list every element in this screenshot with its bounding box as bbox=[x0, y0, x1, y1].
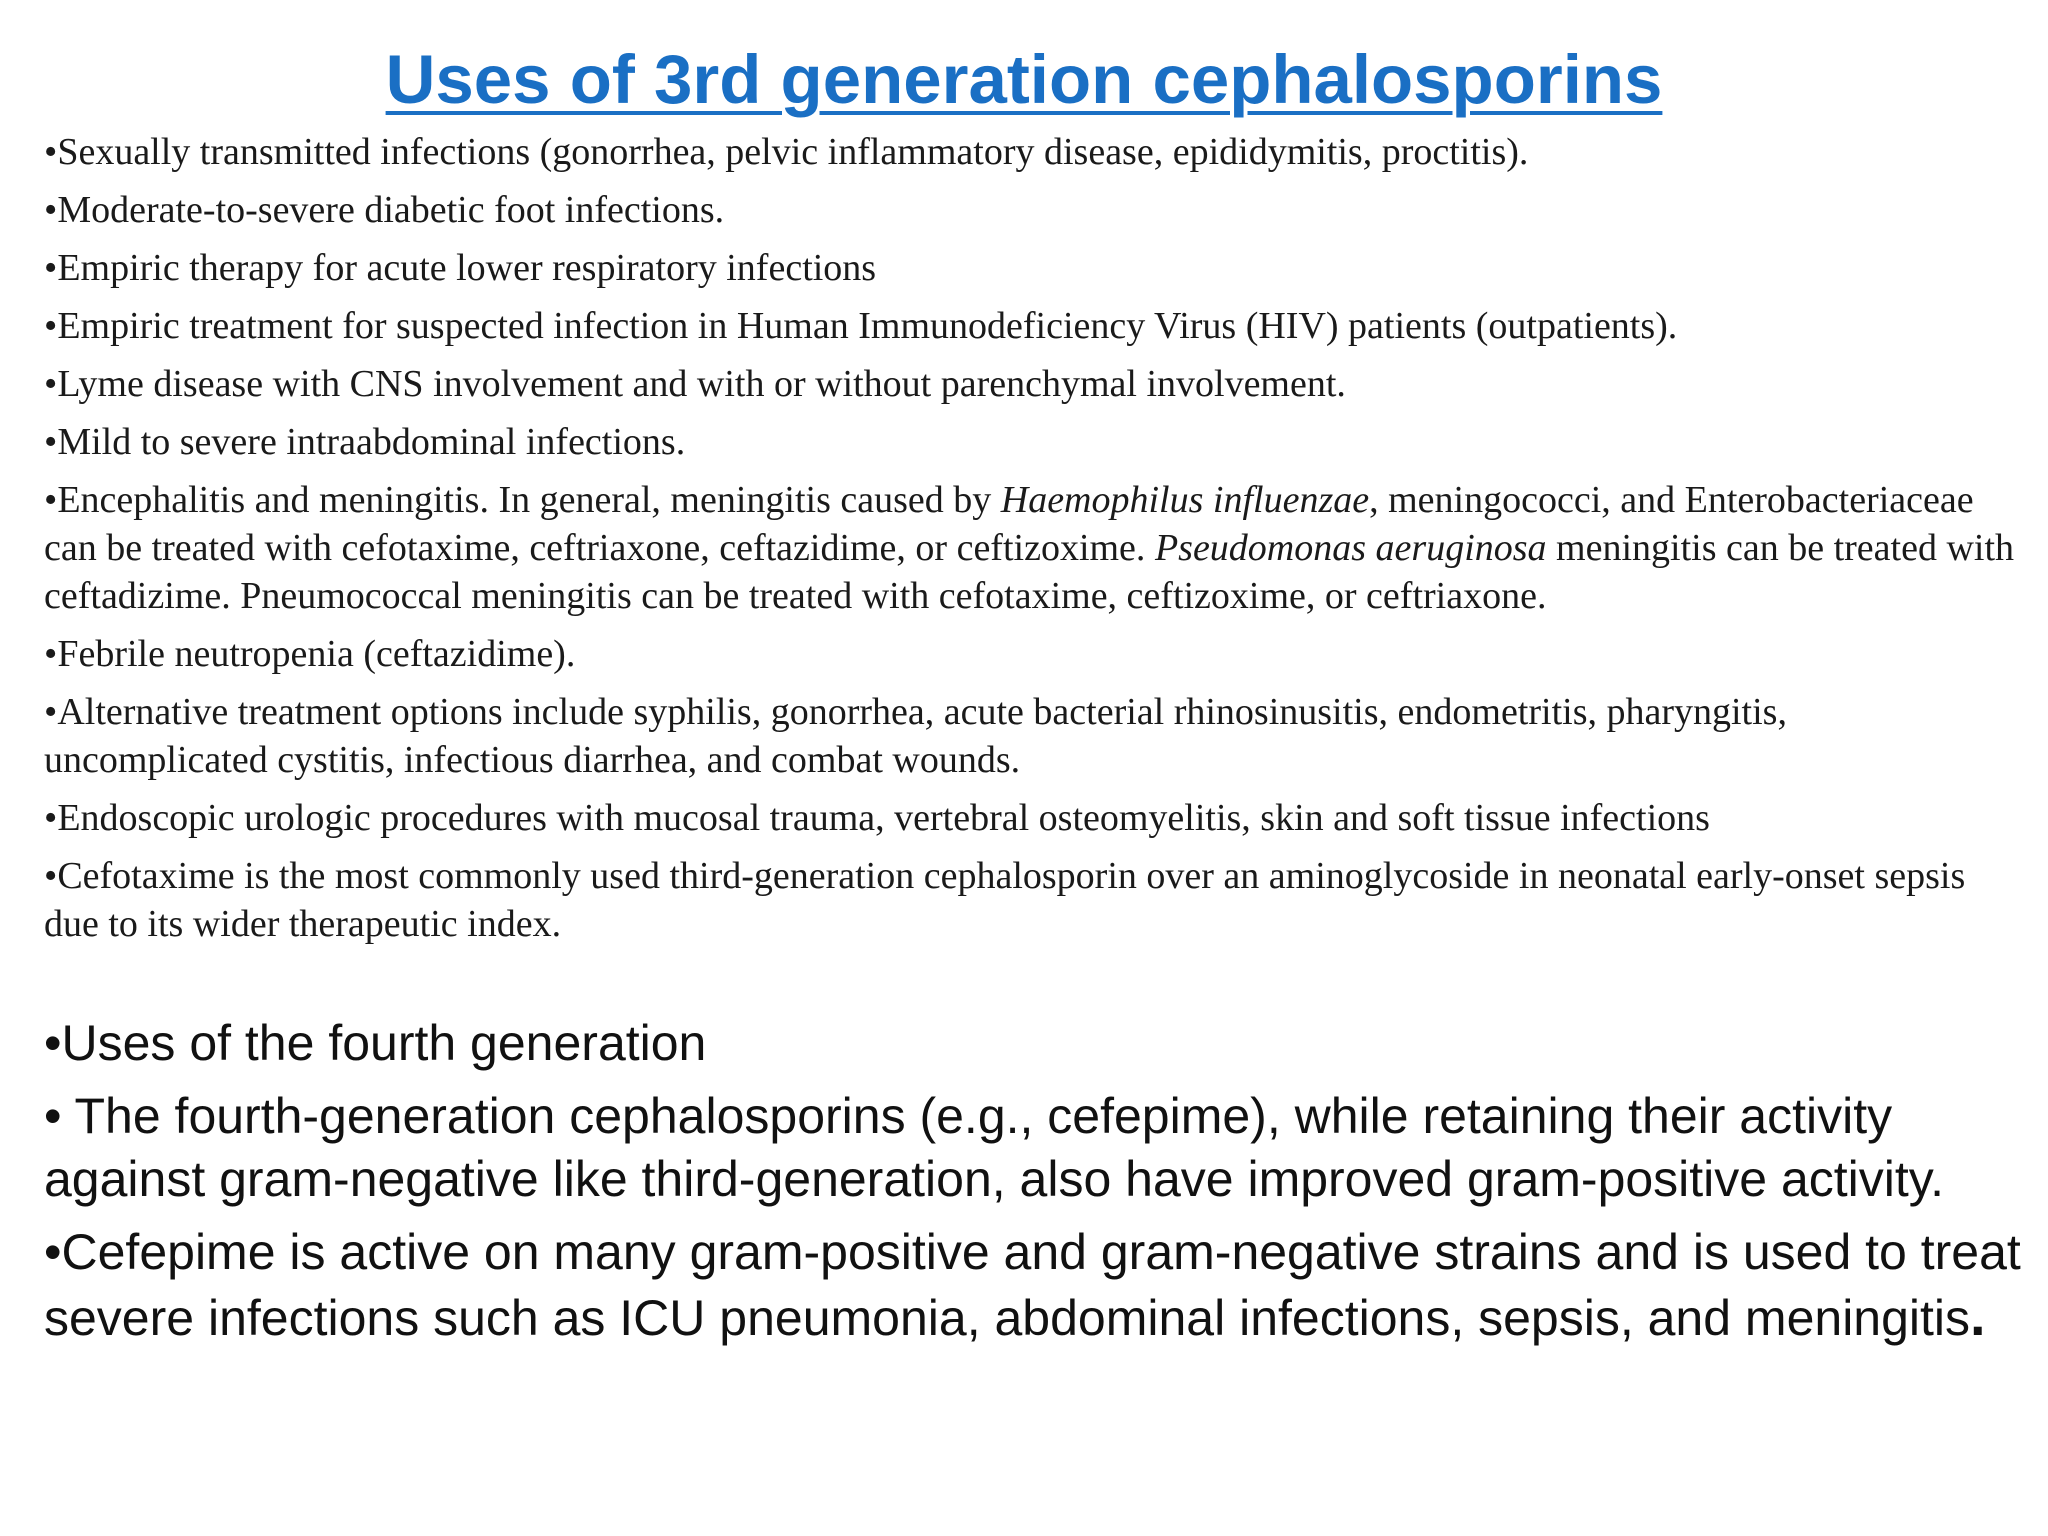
list-item bbox=[44, 688, 2014, 784]
list-item-text: meningitis can be treated with ceftadizime. Pneumococcal meningitis can be treated with cefotaxime, ceftizoxime, or ceftriaxone. bbox=[44, 527, 2015, 617]
third-gen-uses-list bbox=[44, 128, 2014, 958]
list-item bbox=[44, 1221, 2034, 1350]
bullet: • bbox=[44, 131, 58, 173]
bullet: • bbox=[44, 633, 58, 675]
slide-title: Uses of 3rd generation cephalosporins bbox=[385, 41, 1663, 118]
list-item-text: Lyme disease with CNS involvement and with or without parenchymal involvement. bbox=[57, 363, 1346, 405]
section-heading bbox=[44, 1012, 2034, 1075]
list-item-meningitis bbox=[44, 476, 2014, 620]
list-item bbox=[44, 186, 2014, 234]
list-item-text: Empiric treatment for suspected infection in Human Immunodeficiency Virus (HIV) patients (outpatients). bbox=[57, 305, 1678, 347]
bullet: • bbox=[44, 189, 58, 231]
list-item bbox=[44, 630, 2014, 678]
final-period: . bbox=[1970, 1284, 1986, 1347]
fourth-gen-section bbox=[44, 1012, 2034, 1360]
bullet: • bbox=[44, 305, 58, 347]
bullet: • bbox=[44, 421, 58, 463]
bullet: • bbox=[44, 691, 58, 733]
bullet: • bbox=[44, 1224, 62, 1280]
bullet: • bbox=[44, 363, 58, 405]
list-item-text: The fourth-generation cephalosporins (e.g., cefepime), while retaining their activity against gram-negative like third-generation, also have improved gram-positive activity. bbox=[44, 1088, 1944, 1207]
list-item bbox=[44, 852, 2014, 948]
bullet: • bbox=[44, 1015, 62, 1071]
list-item-text: Mild to severe intraabdominal infections. bbox=[57, 421, 686, 463]
organism-name: Haemophilus influenzae bbox=[1000, 479, 1370, 521]
list-item-text: Sexually transmitted infections (gonorrhea, pelvic inflammatory disease, epididymitis, proctitis). bbox=[57, 131, 1529, 173]
list-item bbox=[44, 1085, 2034, 1211]
list-item-text: Moderate-to-severe diabetic foot infections. bbox=[57, 189, 725, 231]
bullet: • bbox=[44, 797, 58, 839]
list-item bbox=[44, 128, 2014, 176]
list-item-text: Cefepime is active on many gram-positive and gram-negative strains and is used to treat severe infections such as ICU pneumonia, abdominal infections, sepsis, and meningitis bbox=[44, 1224, 2021, 1346]
bullet: • bbox=[44, 247, 58, 289]
list-item bbox=[44, 302, 2014, 350]
list-item-text: , meningococci, and Enterobacteriaceae can be treated with cefotaxime, ceftriaxone, ceftazidime, or ceftizoxime. bbox=[44, 479, 1974, 569]
list-item-text: Encephalitis and meningitis. In general, meningitis caused by bbox=[57, 479, 1001, 521]
list-item-text: Endoscopic urologic procedures with mucosal trauma, vertebral osteomyelitis, skin and soft tissue infections bbox=[57, 797, 1710, 839]
list-item bbox=[44, 360, 2014, 408]
section-heading-text: Uses of the fourth generation bbox=[61, 1015, 707, 1071]
list-item bbox=[44, 418, 2014, 466]
list-item-text: Cefotaxime is the most commonly used third-generation cephalosporin over an aminoglycoside in neonatal early-onset sepsis due to its wider therapeutic index. bbox=[44, 855, 1966, 945]
list-item bbox=[44, 244, 2014, 292]
bullet: • bbox=[44, 479, 58, 521]
list-item bbox=[44, 794, 2014, 842]
organism-name: Pseudomonas aeruginosa bbox=[1154, 527, 1547, 569]
list-item-text: Empiric therapy for acute lower respiratory infections bbox=[57, 247, 877, 289]
bullet: • bbox=[44, 855, 58, 897]
list-item-text: Febrile neutropenia (ceftazidime). bbox=[57, 633, 576, 675]
bullet: • bbox=[44, 1088, 75, 1144]
list-item-text: Alternative treatment options include syphilis, gonorrhea, acute bacterial rhinosinusitis, endometritis, pharyngitis, uncomplicated cystitis, infectious diarrhea, and combat wounds. bbox=[44, 691, 1787, 781]
